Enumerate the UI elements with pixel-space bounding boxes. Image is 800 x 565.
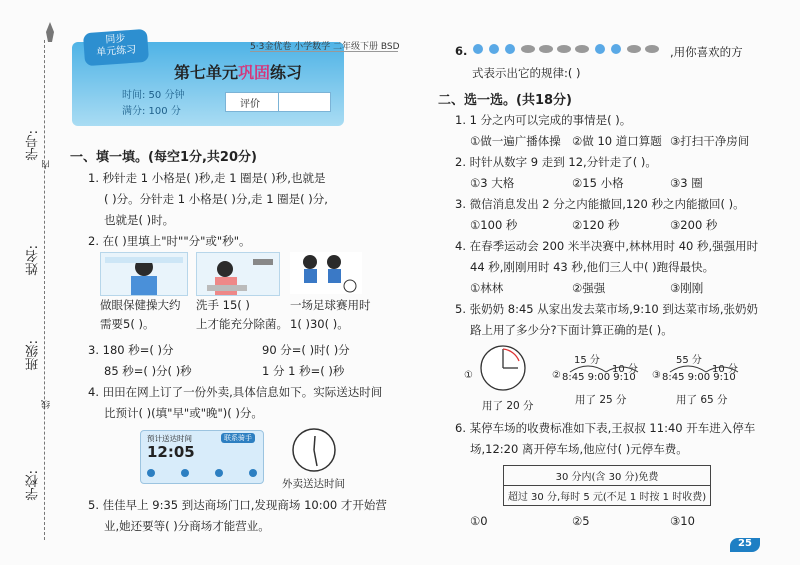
s1-q2-b-line1: 洗手 15( ) [196,298,250,312]
eye-exercise-image [100,252,188,296]
s2-q2-opt1: ①3 大格 [470,176,515,190]
s1-q2-c-line1: 一场足球赛用时 [290,298,371,312]
full-score: 满分: 100 分 [122,106,181,117]
s1-q4-line1: 4. 田田在网上订了一份外卖,具体信息如下。实际送达时间 [88,385,383,399]
s2-q6-opt1: ①0 [470,514,488,528]
s2-q4-opt3: ③刚刚 [670,281,704,295]
parking-fee-table [503,465,711,506]
eta-label: 预计送达时间 [147,434,192,443]
s1-q3-a2: 90 分=( )时( )分 [262,343,350,357]
s1-q2-a-line2: 需要5( )。 [100,317,155,331]
option2-caption: 用了 25 分 [575,394,627,406]
s2-q6-opt2: ②5 [572,514,590,528]
time-limit: 时间: 50 分钟 [122,90,185,101]
evaluation-box: 评价 [225,92,331,112]
page-number: 25 [730,538,760,552]
option3-times: 8:45 9:00 9:10 [662,372,736,383]
contact-rider-button[interactable]: 联系骑手 [221,433,255,443]
s2-q3: 3. 微信消息发出 2 分之内能撤回,120 秒之内能撤回( )。 [455,197,745,211]
binding-line-label: 线 [42,400,52,409]
option3-label-b: 10 分 [712,364,738,375]
student-no-label: 学号: [26,130,41,161]
option2-label-a: 15 分 [574,355,600,366]
option1-clock-icon [478,343,528,393]
s2-q4-opt1: ①林林 [470,281,504,295]
eta-time: 12:05 [147,443,195,461]
weather-sequence-icons [470,40,670,58]
option3-marker: ③ [652,370,661,381]
s1-q1-line1: 1. 秒针走 1 小格是( )秒,走 1 圈是( )秒,也就是 [88,171,326,185]
s2-q2-opt3: ③3 圈 [670,176,703,190]
fee-rule-charge: 超过 30 分,每时 5 元(不足 1 时按 1 时收费) [504,486,711,506]
app-tab-icons [147,469,257,479]
sync-badge: 同步 单元练习 [83,29,149,66]
s2-q6-opt3: ③10 [670,514,695,528]
football-image [290,252,362,294]
series-rule [250,51,398,52]
s2-q5-line2: 路上用了多少分?下面计算正确的是( )。 [470,323,673,337]
s1-q5-line1: 5. 佳佳早上 9:35 到达商场门口,发现商场 10:00 才开始营 [88,498,387,512]
s1-q2-a-line1: 做眼保健操大约 [100,298,181,312]
option2-label-b: 10 分 [612,364,638,375]
s1-q3-a1: 3. 180 秒=( )分 [88,343,174,357]
binding-inner-label: 内 [42,160,52,169]
s1-q3-b1: 85 秒=( )分( )秒 [104,364,192,378]
s1-q1-line3: 也就是( )时。 [104,213,175,227]
s2-q6-line1: 6. 某停车场的收费标准如下表,王叔叔 11:40 开车进入停车 [455,421,756,435]
page-title: 第七单元巩固练习 [173,63,303,82]
option1-marker: ① [464,370,473,381]
s1-q4-line2: 比预计( )(填"早"或"晚")( )分。 [104,406,263,420]
s2-q3-opt3: ③200 秒 [670,218,718,232]
s1-q6-number: 6. [455,44,468,58]
option1-caption: 用了 20 分 [482,400,534,412]
binding-margin [0,0,58,565]
delivery-clock-icon [290,426,338,474]
s2-q6-line2: 场,12:20 离开停车场,他应付( )元停车费。 [470,442,688,456]
name-label: 姓名: [26,245,41,276]
s2-q4-line2: 44 秒,刚刚用时 43 秒,他们三人中( )跑得最快。 [470,260,715,274]
fee-rule-free: 30 分内(含 30 分)免费 [504,466,711,486]
s1-q2-b-line2: 上才能充分除菌。 [196,317,288,331]
s2-q2-opt2: ②15 小格 [572,176,624,190]
clock-caption: 外卖送达时间 [282,478,345,490]
s2-q3-opt1: ①100 秒 [470,218,518,232]
s1-q3-b2: 1 分 1 秒=( )秒 [262,364,345,378]
s2-q4-opt2: ②强强 [572,281,606,295]
option3-label-a: 55 分 [676,355,702,366]
cut-line [44,40,45,540]
section2-title: 二、选一选。(共18分) [438,93,572,108]
rocket-icon [44,22,56,46]
s2-q4-line1: 4. 在春季运动会 200 米半决赛中,林林用时 40 秒,强强用时 [455,239,759,253]
s1-q1-line2: ( )分。分针走 1 小格是( )分,走 1 圈是( )分, [104,192,328,206]
s1-q6-line2: 式表示出它的规律:( ) [472,66,581,80]
s2-q1-opt1: ①做一遍广播体操 [470,134,561,148]
s2-q2: 2. 时针从数字 9 走到 12,分针走了( )。 [455,155,657,169]
s2-q3-opt2: ②120 秒 [572,218,620,232]
section1-title: 一、填一填。(每空1分,共20分) [70,150,257,165]
option2-marker: ② [552,370,561,381]
s1-q2-c-line2: 1( )30( )。 [290,317,349,331]
school-label: 学校: [26,470,41,501]
option3-caption: 用了 65 分 [676,394,728,406]
s2-q1-opt2: ②做 10 道口算题 [572,134,662,148]
hand-washing-image [196,252,280,296]
s2-q1: 1. 1 分之内可以完成的事情是( )。 [455,113,632,127]
s1-q5-line2: 业,她还要等( )分商场才能营业。 [104,519,270,533]
option2-times: 8:45 9:00 9:10 [562,372,636,383]
delivery-app-card [140,430,264,484]
s1-q2: 2. 在( )里填上"时""分"或"秒"。 [88,234,251,248]
series-title: 5·3金优卷 小学数学 二年级下册 BSD [250,42,400,52]
s2-q1-opt3: ③打扫干净房间 [670,134,750,148]
s2-q5-line1: 5. 张奶奶 8:45 从家出发去菜市场,9:10 到达菜市场,张奶奶 [455,302,759,316]
s1-q6-line1-end: ,用你喜欢的方 [670,45,743,59]
class-label: 班级: [26,340,41,371]
